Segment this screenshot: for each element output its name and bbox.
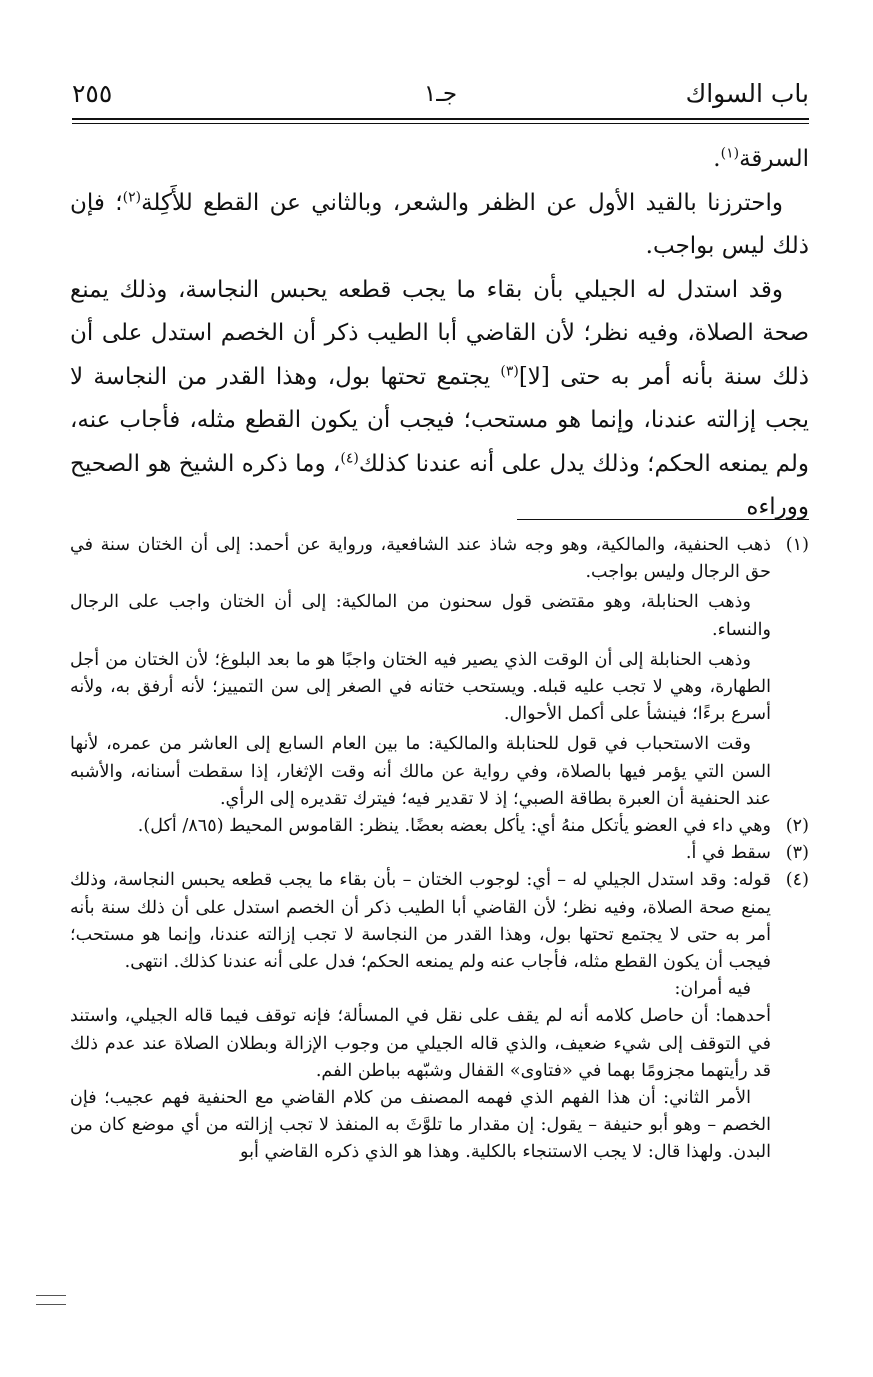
footnote-text: وذهب الحنابلة، وهو مقتضى قول سحنون من المالكية: إلى أن الختان واجب على الرجال والنساء.: [70, 592, 771, 640]
footnote-3: [70, 840, 809, 867]
footnotes: [70, 532, 809, 1167]
footnote-text: وهي داء في العضو يأتكل منهُ أي: يأكل بعضه بعضًا. ينظر: القاموس المحيط (٨٦٥/ أكل).: [137, 816, 771, 837]
footnote-ref-1[interactable]: (١): [720, 145, 740, 162]
footnote-separator: [517, 519, 809, 520]
header-rule-thin: [72, 123, 809, 124]
footnote-number: (٣): [785, 843, 809, 864]
footnote-4: [70, 867, 809, 1166]
footnote-ref-4[interactable]: (٤): [340, 449, 359, 466]
margin-mark: [36, 1295, 66, 1305]
main-paragraph-2: واحترزنا بالقيد الأول عن الظفر والشعر، وبالثاني عن القطع للأَكِلة$^{(٢)}$؛ فإن ذلك ليس بواجب.: [70, 188, 809, 259]
footnote-text: سقط في أ.: [685, 843, 771, 864]
main-paragraph-3: وقد استدل له الجيلي بأن بقاء ما يجب قطعه يحبس النجاسة، وذلك يمنع صحة الصلاة، وفيه نظر؛ لأن القاضي أبا الطيب ذكر أن الخصم استدل على أن ذلك سنة بأنه أمر به حتى [لا]$^{(٣)}$ يجتمع تحتها بول، وهذا القدر من النجاسة لا يجب إزالته عندنا، وإنما هو مستحب؛ فيجب أن يكون القطع مثله، فأجاب عنه، ولم يمنعه الحكم؛ وذلك يدل على أنه عندنا كذلك$^{(٤)}$، وما ذكره الشيخ هو الصحيح ووراءه: [70, 276, 809, 520]
footnote-text: فيه أمران:: [674, 979, 751, 1000]
footnote-ref-3[interactable]: (٣): [500, 362, 519, 379]
footnote-number: (٤): [785, 870, 809, 891]
main-text: [70, 138, 809, 530]
footnote-text: ذهب الحنفية، والمالكية، وهو وجه شاذ عند الشافعية، ورواية عن أحمد: إلى أن الختان سنة في حق الرجال وليس بواجب.: [70, 535, 771, 583]
running-header: [72, 78, 809, 114]
footnote-ref-2[interactable]: (٢): [122, 188, 142, 205]
page-number: ٢٥٥: [72, 79, 113, 108]
footnote-text: قوله: وقد استدل الجيلي له – أي: لوجوب الختان – بأن بقاء ما يجب قطعه يحبس النجاسة، وذلك يمنع صحة الصلاة، وفيه نظر؛ لأن القاضي أبا الطيب ذكر أن الخصم استدل على أن ذلك سنة بأنه أمر به حتى لا يجتمع تحتها بول، وهذا القدر من النجاسة لا تجب إزالته عندنا، وإنما هو مستحب؛ فيجب أن يكون القطع مثله، فأجاب عنه ولم يمنعه الحكم؛ فدل على أنه عندنا كذلك. انتهى.: [70, 870, 771, 973]
footnote-text: الأمر الثاني: أن هذا الفهم الذي فهمه المصنف من كلام القاضي مع الحنفية فهم عجيب؛ فإن الخصم – وهو أبو حنيفة – يقول: إن مقدار ما تلوَّثَ به المنفذ لا تجب إزالته من أي موضع كان من البدن. ولهذا قال: لا يجب الاستنجاء بالكلية. وهذا هو الذي ذكره القاضي أبو: [70, 1088, 771, 1163]
footnote-number: (١): [785, 535, 809, 555]
footnote-text: وقت الاستحباب في قول للحنابلة والمالكية: ما بين العام السابع إلى العاشر من عمره، لأنها السن التي يؤمر فيها بالصلاة، وفي رواية عن مالك أنه وقت الإثغار، إذا سقطت أسنانه، والأشبه عند الحنفية أن العبرة بطاقة الصبي؛ إذ لا تقدير فيه؛ فيترك تقديره إلى الرأي.: [70, 734, 771, 809]
main-paragraph-1: السرقة$^{(١)}$.: [713, 145, 809, 172]
volume-label: جـ١: [423, 81, 458, 107]
footnote-text: وذهب الحنابلة إلى أن الوقت الذي يصير فيه الختان واجبًا هو ما بعد البلوغ؛ لأن الختان من أجل الطهارة، وهي لا تجب عليه قبله. ويستحب ختانه في الصغر إلى سن التمييز؛ لأنه أرفق به، ولأنه أسرع برءًا؛ فينشأ على أكمل الأحوال.: [70, 649, 771, 725]
chapter-title: باب السواك: [685, 79, 809, 108]
header-rule: [72, 118, 809, 120]
footnote-1: [70, 532, 809, 813]
footnote-number: (٢): [785, 816, 809, 837]
footnote-2: [70, 813, 809, 840]
footnote-text: أحدهما: أن حاصل كلامه أنه لم يقف على نقل في المسألة؛ فإنه توقف فيما قاله الجيلي، واستند في التوقف إلى شيء ضعيف، والذي قاله الجيلي من وجوب الإزالة وبطلان الصلاة عند عدم ذلك قد رأيتهما مجزومًا بهما في «فتاوى» القفال وشبّهه بباطن الفم.: [70, 1006, 771, 1081]
